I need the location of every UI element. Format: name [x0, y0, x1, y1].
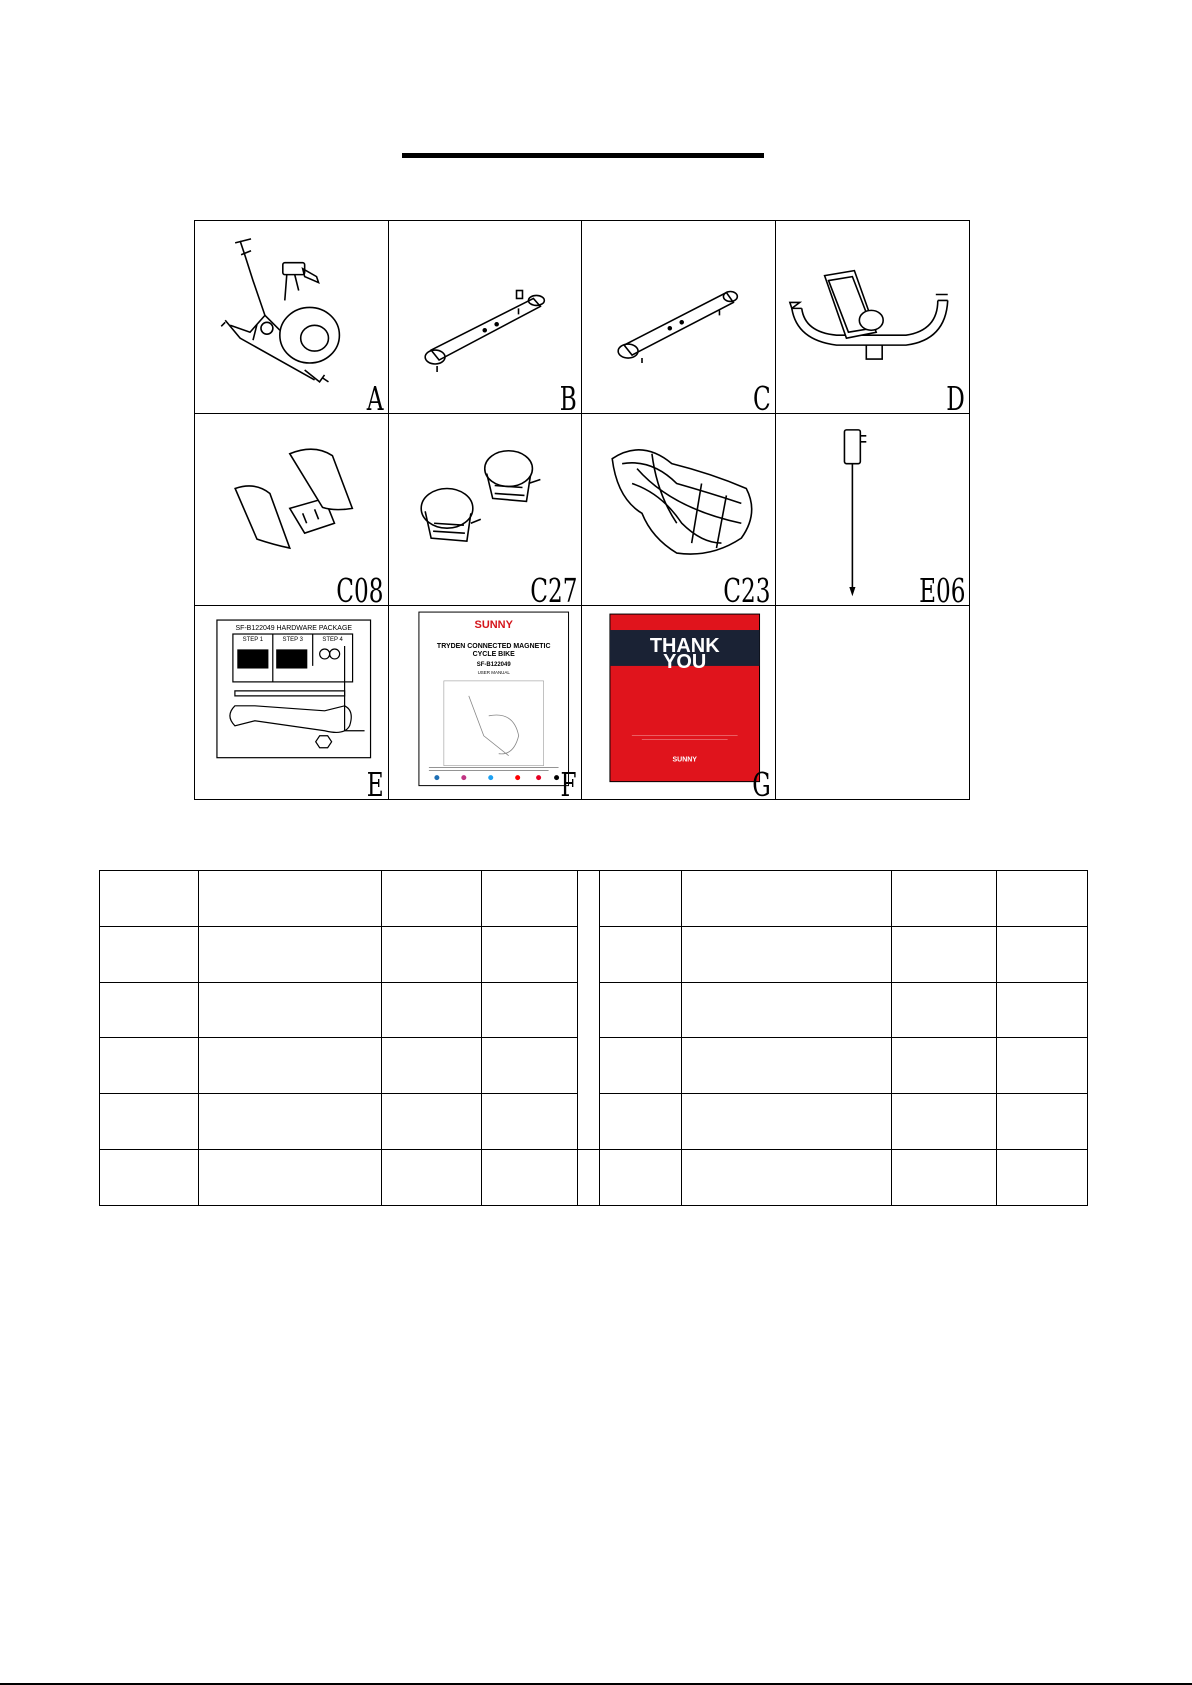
table-cell: [482, 926, 578, 982]
table-cell: [682, 1094, 892, 1150]
table-cell: [892, 871, 997, 927]
part-label: E06: [918, 571, 965, 607]
part-label: G: [751, 765, 771, 799]
part-label: B: [559, 378, 577, 414]
table-cell: [682, 871, 892, 927]
table-cell: [482, 871, 578, 927]
part-label: C08: [336, 571, 384, 607]
table-cell: [100, 871, 199, 927]
svg-text:STEP 1: STEP 1: [242, 637, 264, 644]
part-label: C27: [529, 571, 577, 607]
part-cell-e06: [776, 414, 970, 607]
table-cell: [600, 871, 682, 927]
bike-frame-icon: [195, 221, 388, 413]
part-cell-e: [195, 606, 389, 799]
table-cell: [100, 926, 199, 982]
svg-text:THANK: THANK: [649, 635, 720, 658]
table-cell: [600, 982, 682, 1038]
table-cell: [382, 926, 482, 982]
table-cell: [199, 1150, 382, 1206]
svg-text:YOU: YOU: [663, 651, 707, 674]
table-cell: [997, 982, 1088, 1038]
table-cell: [600, 1038, 682, 1094]
table-gap: [578, 871, 600, 1150]
table-cell: [682, 926, 892, 982]
table-row: [100, 1150, 1088, 1206]
table-cell: [682, 982, 892, 1038]
table-cell: [997, 1094, 1088, 1150]
table-cell: [100, 1094, 199, 1150]
part-label: F: [560, 765, 577, 799]
table-cell: [100, 982, 199, 1038]
table-cell: [100, 1150, 199, 1206]
table-cell: [892, 982, 997, 1038]
part-cell-f: [389, 606, 583, 799]
table-cell: [382, 1038, 482, 1094]
part-cell-g: [582, 606, 776, 799]
part-cell-c23: [582, 414, 776, 607]
table-cell: [997, 1150, 1088, 1206]
hardware-package-icon: [195, 606, 388, 799]
part-label: A: [366, 378, 384, 414]
table-gap: [578, 1150, 600, 1206]
table-cell: [199, 926, 382, 982]
handlebar-icon: [776, 221, 970, 413]
table-cell: [600, 926, 682, 982]
table-cell: [892, 926, 997, 982]
part-label: C: [752, 378, 771, 414]
svg-text:STEP 3: STEP 3: [282, 637, 303, 644]
front-stabilizer-icon: [389, 221, 582, 413]
table-cell: [892, 1038, 997, 1094]
table-cell: [682, 1038, 892, 1094]
table-row: [100, 871, 1088, 927]
table-cell: [482, 982, 578, 1038]
table-cell: [482, 1150, 578, 1206]
table-cell: [892, 1094, 997, 1150]
svg-text:SUNNY: SUNNY: [672, 757, 697, 765]
rear-stabilizer-icon: [582, 221, 775, 413]
part-cell-a: [195, 221, 389, 414]
svg-text:SUNNY: SUNNY: [474, 619, 513, 632]
table-cell: [482, 1038, 578, 1094]
table-cell: [199, 871, 382, 927]
parts-list-table: [99, 870, 1088, 1206]
part-cell-c: [582, 221, 776, 414]
svg-text:SF-B122049 HARDWARE PACKAGE: SF-B122049 HARDWARE PACKAGE: [235, 625, 353, 633]
part-cell-c27: [389, 414, 583, 607]
part-label: C23: [723, 571, 771, 607]
part-cell-b: [389, 221, 583, 414]
part-cell-c08: [195, 414, 389, 607]
table-cell: [199, 1094, 382, 1150]
table-cell: [199, 982, 382, 1038]
svg-text:USER MANUAL: USER MANUAL: [477, 670, 510, 676]
table-cell: [997, 1038, 1088, 1094]
part-label: E: [366, 765, 384, 799]
table-cell: [482, 1094, 578, 1150]
table-cell: [600, 1094, 682, 1150]
table-cell: [382, 982, 482, 1038]
title-underline: [402, 153, 764, 158]
svg-text:SF-B122049: SF-B122049: [476, 662, 511, 669]
table-cell: [382, 871, 482, 927]
table-cell: [199, 1038, 382, 1094]
svg-text:STEP 4: STEP 4: [322, 637, 343, 644]
table-cell: [382, 1150, 482, 1206]
svg-text:TRYDEN CONNECTED MAGNETIC: TRYDEN CONNECTED MAGNETIC: [436, 643, 551, 651]
table-cell: [100, 1038, 199, 1094]
table-cell: [382, 1094, 482, 1150]
thank-you-card-icon: [582, 606, 775, 799]
table-cell: [997, 871, 1088, 927]
parts-grid: [194, 220, 970, 800]
table-cell: [682, 1150, 892, 1206]
table-cell: [600, 1150, 682, 1206]
part-label: D: [946, 378, 965, 414]
svg-text:CYCLE BIKE: CYCLE BIKE: [472, 651, 515, 659]
user-manual-icon: [389, 606, 582, 799]
part-cell-empty: [776, 606, 970, 799]
table-cell: [997, 926, 1088, 982]
part-cell-d: [776, 221, 970, 414]
table-cell: [892, 1150, 997, 1206]
